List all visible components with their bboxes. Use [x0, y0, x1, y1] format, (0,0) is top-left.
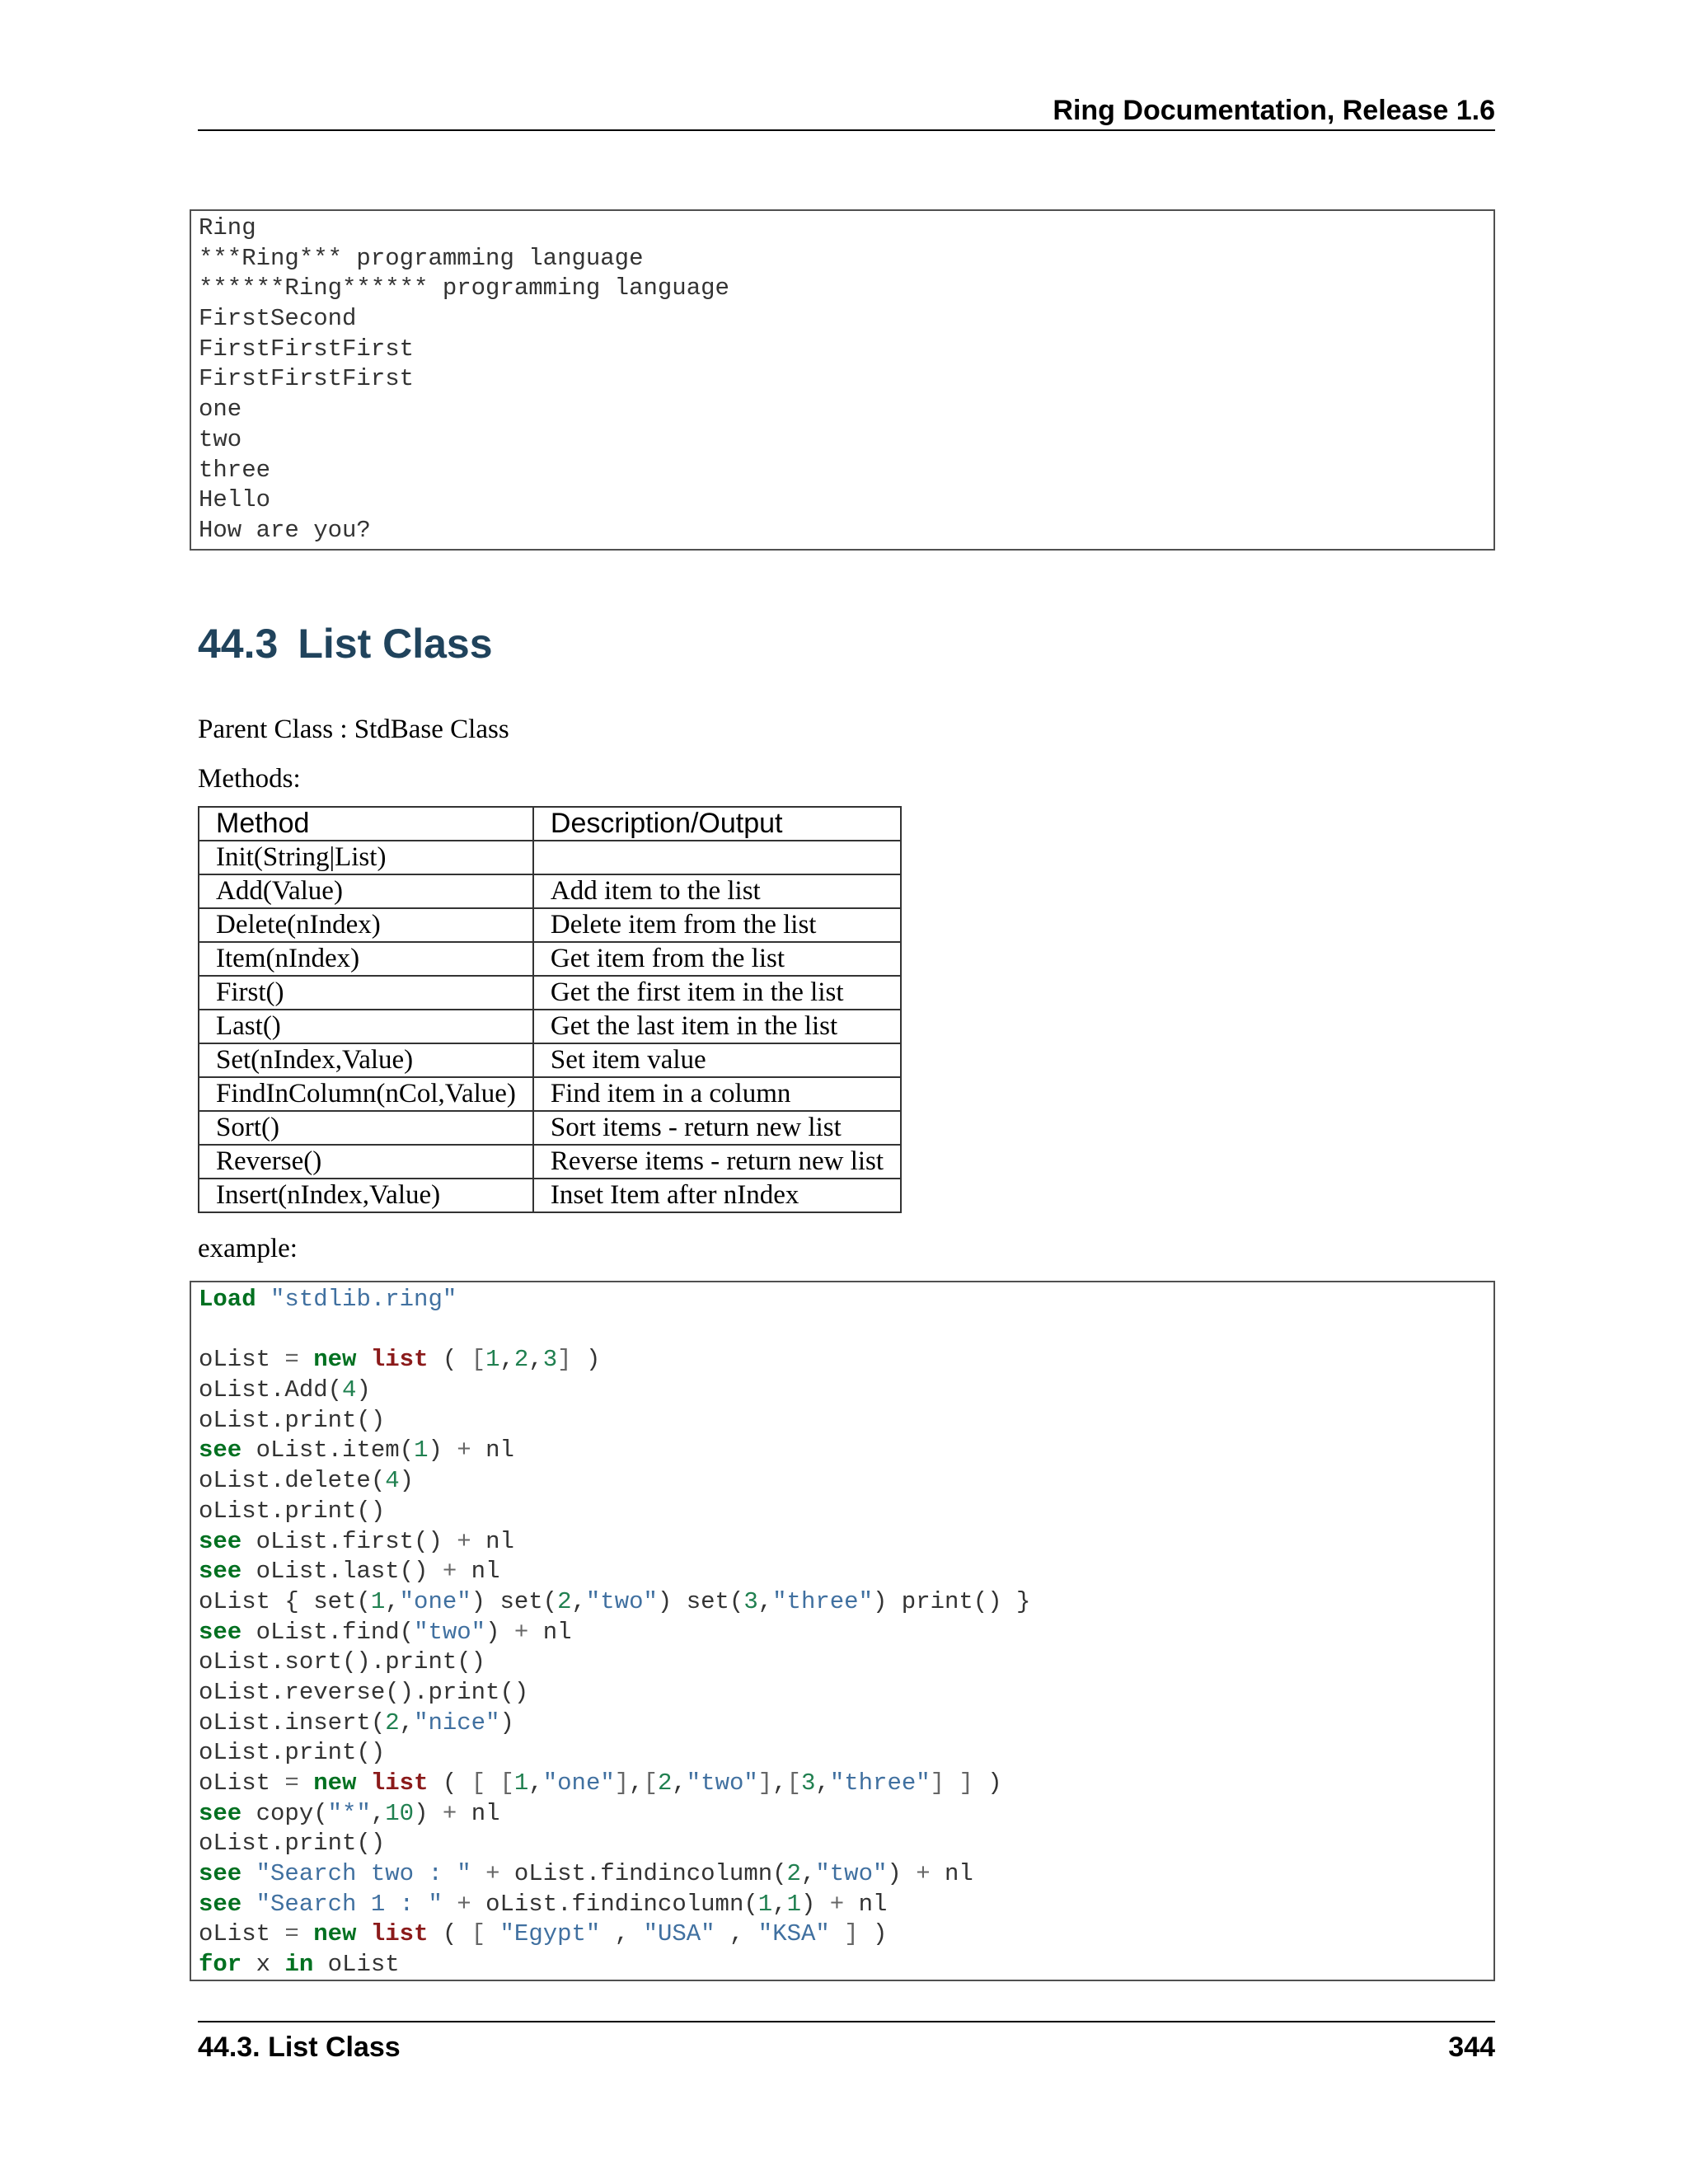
code-token: "KSA" [757, 1920, 830, 1948]
code-line [199, 1497, 1493, 1527]
code-line [199, 1919, 1493, 1950]
code-token: oList.find( [241, 1618, 415, 1646]
code-token [471, 1860, 485, 1887]
code-token: , [499, 1346, 514, 1374]
section-number: 44.3 [198, 621, 279, 667]
code-line [199, 1527, 1493, 1558]
code-token: , [772, 1890, 787, 1918]
code-line [199, 1799, 1493, 1830]
method-cell: First() [199, 976, 533, 1010]
code-token: "three" [772, 1587, 873, 1615]
output-line: two [199, 425, 242, 453]
code-token [356, 1920, 370, 1947]
column-header-method: Method [199, 807, 533, 841]
code-token [299, 1769, 313, 1797]
table-row [199, 976, 901, 1010]
code-token: nl [844, 1890, 888, 1918]
description-cell: Find item in a column [533, 1077, 901, 1111]
code-token: oList [199, 1346, 285, 1374]
code-token: "three" [829, 1769, 931, 1797]
code-token: "Search two : " [256, 1860, 471, 1888]
code-token: see [199, 1860, 242, 1888]
code-token: see [199, 1618, 242, 1646]
output-line: Hello [199, 486, 271, 514]
code-token: new [313, 1346, 357, 1374]
header-rule [198, 129, 1495, 131]
code-token [443, 1891, 457, 1918]
table-row [199, 1145, 901, 1179]
code-line [199, 1890, 1493, 1920]
output-line: three [199, 456, 271, 484]
code-token: for [199, 1951, 242, 1979]
code-token: , [815, 1769, 830, 1797]
section-title: List Class [298, 621, 493, 667]
code-token: ( [428, 1346, 471, 1374]
code-token: nl [471, 1436, 514, 1465]
code-token: , [528, 1769, 543, 1797]
code-token: "one" [542, 1769, 615, 1797]
code-token: ] [614, 1769, 630, 1797]
code-token: oList.item( [241, 1436, 415, 1465]
code-token: 2 [557, 1587, 572, 1615]
table-row [199, 1179, 901, 1212]
description-cell: Reverse items - return new list [533, 1145, 901, 1179]
method-cell: Item(nIndex) [199, 942, 533, 976]
code-line [199, 1315, 1493, 1346]
output-line: FirstSecond [199, 305, 357, 333]
code-token: + [442, 1558, 457, 1586]
code-line [199, 1376, 1493, 1406]
parent-class-text: Parent Class : StdBase Class [198, 715, 509, 744]
code-token [299, 1920, 313, 1947]
description-cell: Sort items - return new list [533, 1111, 901, 1145]
code-token: ) [399, 1467, 415, 1495]
code-token: nl [457, 1799, 500, 1827]
code-token: , [629, 1769, 644, 1797]
code-token: ] [844, 1920, 859, 1948]
code-token [299, 1346, 313, 1373]
code-token: "stdlib.ring" [270, 1286, 457, 1313]
code-token: oList.insert( [199, 1708, 386, 1736]
code-token: 4 [342, 1376, 357, 1404]
code-token: 1 [757, 1890, 773, 1918]
code-token: see [199, 1436, 242, 1465]
code-token: "USA" [643, 1920, 715, 1948]
code-token: "two" [414, 1618, 486, 1646]
method-cell: Sort() [199, 1111, 533, 1145]
method-cell: Insert(nIndex,Value) [199, 1179, 533, 1212]
code-token: list [370, 1346, 429, 1374]
code-line [199, 1618, 1493, 1648]
code-token: + [457, 1436, 471, 1465]
code-token: , [772, 1769, 787, 1797]
code-token: + [457, 1890, 471, 1918]
code-token: oList.findincolumn( [471, 1890, 758, 1918]
code-line [199, 1436, 1493, 1466]
code-token: oList [313, 1951, 400, 1979]
code-line [199, 1829, 1493, 1859]
output-line: Ring [199, 214, 256, 241]
code-token [945, 1769, 959, 1797]
table-row [199, 942, 901, 976]
code-token: , [399, 1708, 415, 1736]
code-token: 4 [385, 1467, 400, 1495]
code-token: ) [414, 1799, 443, 1827]
code-token: oList [199, 1769, 285, 1797]
code-token: list [370, 1769, 429, 1797]
code-token: ) [499, 1708, 514, 1736]
method-cell: Delete(nIndex) [199, 908, 533, 942]
code-token: list [370, 1920, 429, 1948]
table-row [199, 1111, 901, 1145]
code-line [199, 1406, 1493, 1436]
code-token: [ [643, 1769, 658, 1797]
description-cell: Inset Item after nIndex [533, 1179, 901, 1212]
code-token: 1 [370, 1587, 386, 1615]
code-token: oList.print() [199, 1739, 386, 1767]
code-token: "two" [686, 1769, 758, 1797]
code-token [485, 1920, 499, 1947]
code-token: 1 [485, 1346, 500, 1374]
table-row [199, 908, 901, 942]
code-token: ( [428, 1769, 471, 1797]
code-token: Load [199, 1286, 256, 1313]
code-token: "two" [815, 1860, 888, 1888]
code-token: 1 [786, 1890, 801, 1918]
method-cell: FindInColumn(nCol,Value) [199, 1077, 533, 1111]
methods-label: Methods: [198, 764, 301, 794]
code-token [241, 1860, 256, 1887]
code-line [199, 1708, 1493, 1739]
code-token: = [284, 1769, 299, 1797]
code-line [199, 1557, 1493, 1587]
code-token: new [313, 1769, 357, 1797]
code-token: ] [959, 1769, 973, 1797]
code-token: = [284, 1920, 299, 1948]
output-line: How are you? [199, 516, 371, 544]
column-header-description: Description/Output [533, 807, 901, 841]
code-token [485, 1769, 499, 1797]
code-token: oList.last() [241, 1558, 443, 1586]
code-token: oList { set( [199, 1587, 371, 1615]
description-cell: Get the first item in the list [533, 976, 901, 1010]
description-cell: Get item from the list [533, 942, 901, 976]
code-token: [ [471, 1769, 486, 1797]
code-line [199, 1738, 1493, 1769]
table-row [199, 874, 901, 908]
code-token: , [370, 1799, 386, 1827]
code-token: nl [930, 1860, 973, 1888]
code-token: ) [858, 1920, 888, 1948]
code-token: "*" [327, 1799, 371, 1827]
code-token: oList.print() [199, 1406, 386, 1434]
code-token: ( [428, 1920, 471, 1948]
description-cell: Set item value [533, 1043, 901, 1077]
code-token: , [385, 1587, 400, 1615]
code-token: in [284, 1951, 314, 1979]
code-token: ] [557, 1346, 572, 1374]
code-line [199, 1587, 1493, 1618]
output-code-block [190, 209, 1495, 551]
code-token [830, 1920, 844, 1947]
code-token: oList.Add( [199, 1376, 343, 1404]
code-token [356, 1346, 370, 1373]
code-token: see [199, 1890, 242, 1918]
table-row [199, 1010, 901, 1043]
code-token [256, 1286, 270, 1313]
table-row [199, 1043, 901, 1077]
description-cell: Delete item from the list [533, 908, 901, 942]
code-token: oList.findincolumn( [499, 1860, 787, 1888]
code-line [199, 1647, 1493, 1678]
code-token: ) print() } [872, 1587, 1031, 1615]
methods-table [198, 806, 902, 1213]
code-token: [ [471, 1920, 486, 1948]
code-token: x [241, 1951, 285, 1979]
section-heading [198, 616, 493, 671]
description-cell: Get the last item in the list [533, 1010, 901, 1043]
code-token: ] [930, 1769, 945, 1797]
code-token: nl [457, 1558, 500, 1586]
code-token: "two" [585, 1587, 658, 1615]
code-line [199, 1859, 1493, 1890]
output-line: ***Ring*** programming language [199, 244, 644, 272]
method-cell: Add(Value) [199, 874, 533, 908]
table-row [199, 841, 901, 874]
code-token: ) set( [657, 1587, 744, 1615]
code-line [199, 1950, 1493, 1980]
code-token: 3 [801, 1769, 816, 1797]
code-token: , [715, 1920, 758, 1948]
code-token: ) [887, 1860, 917, 1888]
method-cell: Init(String|List) [199, 841, 533, 874]
code-token: "nice" [414, 1708, 500, 1736]
code-token: ) [973, 1769, 1002, 1797]
code-token: see [199, 1527, 242, 1555]
code-token: 2 [657, 1769, 673, 1797]
code-token: oList.print() [199, 1497, 386, 1525]
code-token: , [528, 1346, 543, 1374]
code-token: ) [800, 1890, 830, 1918]
code-token: 2 [786, 1860, 801, 1888]
code-line [199, 1769, 1493, 1799]
code-token: [ [786, 1769, 802, 1797]
code-token: , [571, 1587, 586, 1615]
output-line: one [199, 396, 242, 424]
code-token: 3 [542, 1346, 558, 1374]
code-token: ) [356, 1376, 371, 1404]
code-token: see [199, 1799, 242, 1827]
code-token: + [457, 1527, 471, 1555]
code-token: ) [428, 1436, 457, 1465]
code-token: = [284, 1346, 299, 1374]
running-header: Ring Documentation, Release 1.6 [1053, 95, 1495, 126]
code-token: + [485, 1860, 500, 1888]
code-token: + [442, 1799, 457, 1827]
code-token: ) set( [471, 1587, 558, 1615]
table-header-row [199, 807, 901, 841]
code-token: + [916, 1860, 931, 1888]
code-token: nl [528, 1618, 572, 1646]
code-token: 1 [513, 1769, 529, 1797]
code-token: oList.first() [241, 1527, 457, 1555]
code-token: oList.print() [199, 1830, 386, 1858]
code-token: copy( [241, 1799, 328, 1827]
output-line: ******Ring****** programming language [199, 274, 729, 302]
code-line [199, 1466, 1493, 1497]
code-token: 3 [743, 1587, 758, 1615]
method-cell: Set(nIndex,Value) [199, 1043, 533, 1077]
code-token: ) [485, 1618, 514, 1646]
code-line [199, 1345, 1493, 1376]
footer-rule [198, 2021, 1495, 2022]
code-token: see [199, 1558, 242, 1586]
code-token: oList.reverse().print() [199, 1678, 529, 1706]
method-cell: Reverse() [199, 1145, 533, 1179]
code-token: + [513, 1618, 529, 1646]
example-label: example: [198, 1234, 298, 1263]
page-number: 344 [1448, 2032, 1495, 2063]
code-token: new [313, 1920, 357, 1948]
code-token: 2 [385, 1708, 400, 1736]
code-token: [ [471, 1346, 486, 1374]
code-token: 2 [513, 1346, 529, 1374]
code-line [199, 1285, 1493, 1315]
code-token: oList.sort().print() [199, 1648, 486, 1676]
code-token: ] [757, 1769, 773, 1797]
description-cell: Add item to the list [533, 874, 901, 908]
code-token: "Egypt" [499, 1920, 601, 1948]
code-token: , [600, 1920, 644, 1948]
code-token: oList [199, 1920, 285, 1948]
code-token: ) [571, 1346, 601, 1374]
code-token [356, 1769, 370, 1797]
code-token: "Search 1 : " [256, 1890, 443, 1918]
example-code-block [190, 1281, 1495, 1981]
code-token: , [672, 1769, 687, 1797]
output-line: FirstFirstFirst [199, 335, 415, 363]
code-token: oList.delete( [199, 1467, 386, 1495]
output-line: FirstFirstFirst [199, 365, 415, 393]
footer-section-label: 44.3. List Class [198, 2032, 401, 2063]
code-line [199, 1678, 1493, 1708]
code-token: , [757, 1587, 773, 1615]
code-token: nl [471, 1527, 514, 1555]
description-cell [533, 841, 901, 874]
code-token: 10 [385, 1799, 415, 1827]
code-token: "one" [399, 1587, 471, 1615]
code-token [241, 1891, 256, 1918]
code-token: 1 [414, 1436, 429, 1465]
code-token: , [800, 1860, 816, 1888]
code-token: [ [499, 1769, 514, 1797]
method-cell: Last() [199, 1010, 533, 1043]
table-row [199, 1077, 901, 1111]
code-token: + [829, 1890, 845, 1918]
